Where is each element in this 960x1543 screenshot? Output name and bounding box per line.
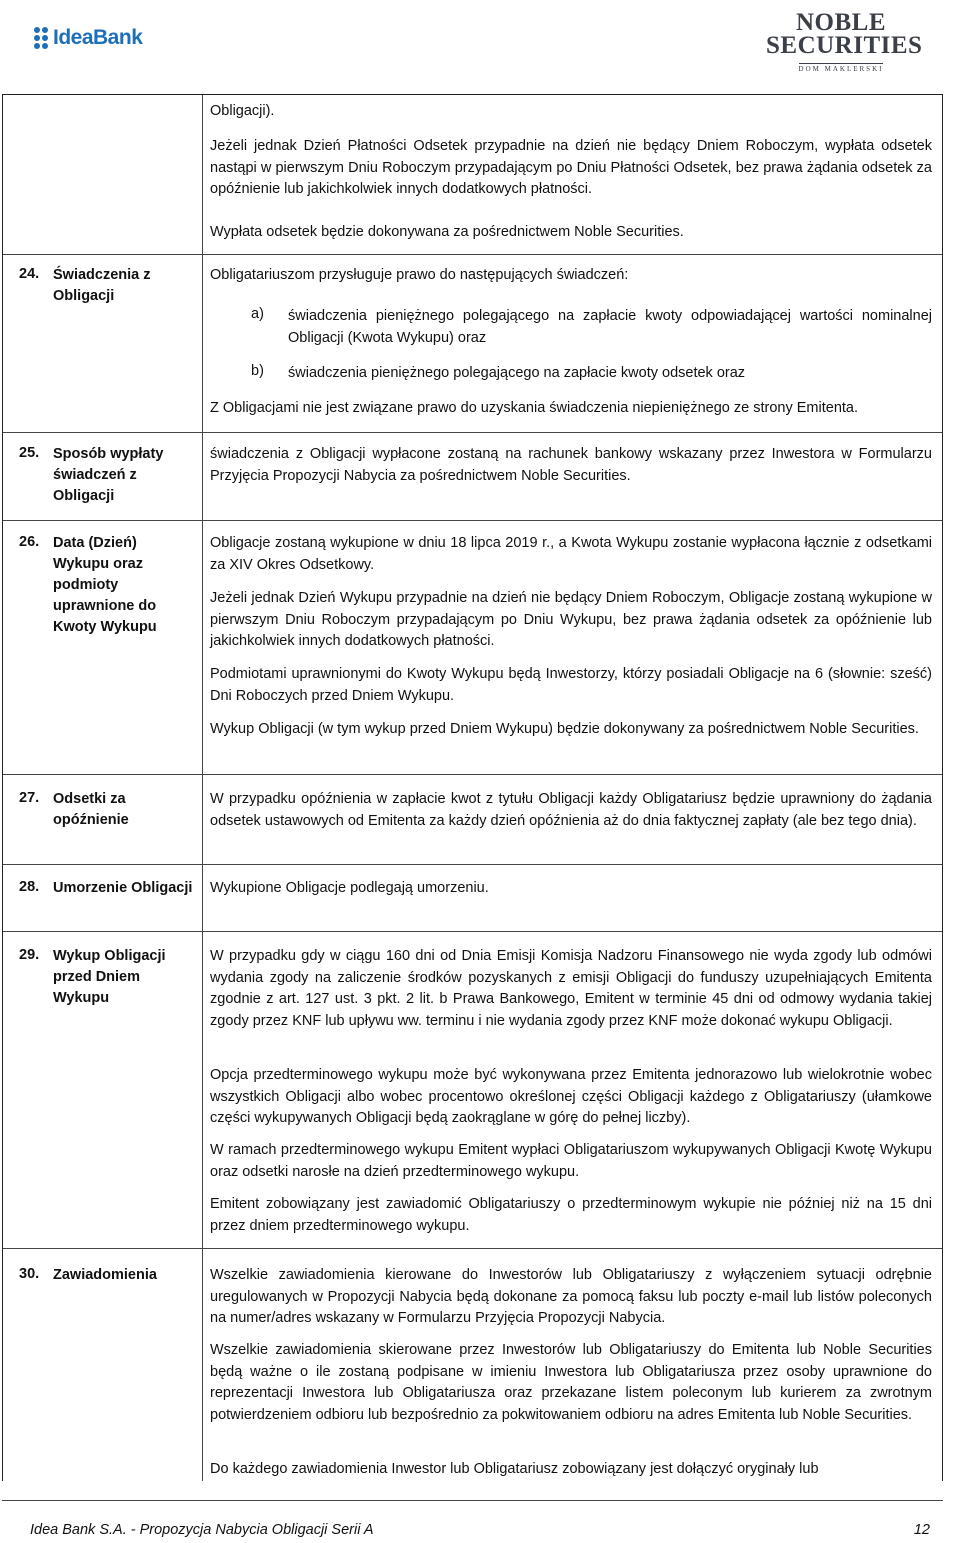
row-27-number: 27.	[19, 790, 40, 806]
noble-securities-logo	[766, 9, 923, 76]
row-26-text-4: Wykup Obligacji (w tym wykup przed Dniem Wykupu) będzie dokonywany za pośrednictwem Noble Securities.	[210, 721, 919, 737]
idea-bank-logo-text: IdeaBank	[53, 26, 143, 49]
row-27-label: Odsetki za opóźnienie	[53, 791, 129, 828]
row-30-label: Zawiadomienia	[53, 1267, 157, 1283]
row-24-text-1: Obligatariuszom przysługuje prawo do następujących świadczeń:	[210, 267, 629, 283]
row-divider	[3, 774, 942, 775]
row-26-text-1: Obligacje zostaną wykupione w dniu 18 lipca 2019 r., a Kwota Wykupu zostanie wypłacona łącznie z odsetkami za XIV Okres Odsetkowy.	[210, 535, 932, 573]
row-24-label: Świadczenia z Obligacji	[53, 267, 151, 304]
row-divider	[3, 520, 942, 521]
row-28-label: Umorzenie Obligacji	[53, 880, 193, 896]
row-28-text-1: Wykupione Obligacje podlegają umorzeniu.	[210, 880, 489, 896]
footer-page-number: 12	[913, 1522, 930, 1538]
column-divider	[202, 95, 203, 1481]
row-28-number: 28.	[19, 879, 40, 895]
row-29-label: Wykup Obligacji przed Dniem Wykupu	[53, 948, 166, 1006]
row-24-item-a-text: świadczenia pieniężnego polegającego na zapłacie kwoty odpowiadającej wartości nominalnej Obligacji (Kwota Wykupu) oraz	[288, 308, 932, 346]
row-25-label: Sposób wypłaty świadczeń z Obligacji	[53, 446, 164, 504]
row-divider	[3, 1248, 942, 1249]
row-24-number: 24.	[19, 266, 40, 282]
idea-bank-logo	[34, 26, 142, 50]
row-26-label: Data (Dzień) Wykupu oraz podmioty uprawnione do Kwoty Wykupu	[53, 535, 157, 635]
cont-text-2: Jeżeli jednak Dzień Płatności Odsetek przypadnie na dzień nie będący Dniem Roboczym, wypłata odsetek nastąpi w pierwszym Dniu Roboczym przypadającym po Dniu Płatności Odsetek, bez prawa żądania odsetek za opóźnienie lub jakichkolwiek innych dodatkowych płatności.	[210, 138, 932, 197]
noble-logo-line2: SECURITIES	[766, 32, 923, 59]
row-divider	[3, 432, 942, 433]
row-divider	[3, 931, 942, 932]
terms-table	[2, 94, 943, 1481]
row-24-item-b-marker: b)	[251, 363, 264, 379]
row-26-text-3: Podmiotami uprawnionymi do Kwoty Wykupu będą Inwestorzy, którzy posiadali Obligacje na 6 (słownie: sześć) Dni Roboczych przed Dniem Wykupu.	[210, 666, 932, 704]
row-divider	[3, 254, 942, 255]
row-29-text-1: W przypadku gdy w ciągu 160 dni od Dnia Emisji Komisja Nadzoru Finansowego nie wyda zgody lub odmówi wydania zgody na zaliczenie środków pozyskanych z emisji Obligacji do funduszy uzupełniających Emitenta zgodnie z art. 127 ust. 3 pkt. 2 lit. b Prawa Bankowego, Emitent w terminie 45 dni od odmowy wydania takiej zgody przez KNF lub upływu ww. terminu i nie wydania zgody przez KNF może dokonać wykupu Obligacji.	[210, 948, 932, 1029]
row-26-text-2: Jeżeli jednak Dzień Wykupu przypadnie na dzień nie będący Dniem Roboczym, Obligacje zostaną wykupione w pierwszym Dniu Roboczym przypadającym po Dniu Wykupu, bez prawa żądania odsetek za opóźnienie lub jakichkolwiek innych dodatkowych płatności.	[210, 590, 932, 649]
cont-text-3: Wypłata odsetek będzie dokonywana za pośrednictwem Noble Securities.	[210, 224, 684, 240]
footer-divider	[2, 1500, 943, 1501]
cont-text-1: Obligacji).	[210, 103, 275, 119]
row-30-text-3: Do każdego zawiadomienia Inwestor lub Obligatariusz zobowiązany jest dołączyć oryginały lub	[210, 1461, 819, 1477]
row-26-number: 26.	[19, 534, 40, 550]
row-24-text-2: Z Obligacjami nie jest związane prawo do uzyskania świadczenia niepieniężnego ze strony Emitenta.	[210, 400, 859, 416]
row-29-number: 29.	[19, 947, 40, 963]
row-29-text-4: Emitent zobowiązany jest zawiadomić Obligatariuszy o przedterminowym wykupie nie później niż na 15 dni przez dniem przedterminowego wykupu.	[210, 1196, 932, 1234]
row-29-text-2: Opcja przedterminowego wykupu może być wykonywana przez Emitenta jednorazowo lub wielokrotnie wobec wszystkich Obligacji albo wobec procentowo określonej części Obligacji każdego z Obligatariuszy (ułamkowe części wykupywanych Obligacji będą zaokrąglane w górę do pełnej liczby).	[210, 1067, 932, 1126]
noble-logo-line3: DOM MAKLERSKI	[798, 65, 884, 73]
noble-logo-line1: NOBLE	[795, 9, 887, 36]
row-24-item-b-text: świadczenia pieniężnego polegającego na zapłacie kwoty odsetek oraz	[288, 365, 746, 381]
row-29-text-3: W ramach przedterminowego wykupu Emitent wypłaci Obligatariuszom wykupywanych Obligacji Kwotę Wykupu oraz odsetki narosłe na dzień przedterminowego wykupu.	[210, 1142, 932, 1180]
page-header	[0, 0, 960, 80]
row-30-text-1: Wszelkie zawiadomienia kierowane do Inwestorów lub Obligatariuszy z wyłączeniem sytuacji odrębnie uregulowanych w Propozycji Nabycia będą dokonane za pomocą faksu lub poczty e-mail lub listów poleconych na numer/adres wskazany w Formularzu Przyjęcia Propozycji Nabycia.	[210, 1267, 932, 1326]
row-25-number: 25.	[19, 445, 40, 461]
row-30-text-2: Wszelkie zawiadomienia skierowane przez Inwestorów lub Obligatariuszy do Emitenta lub Noble Securities będą ważne o ile zostaną podpisane w imieniu Inwestora lub Obligatariusza przez osoby uprawnione do reprezentacji Inwestora lub Obligatariusza oraz przekazane listem poleconym lub kurierem za zwrotnym potwierdzeniem odbioru lub bezpośrednio za pokwitowaniem odbioru na adres Emitenta lub Noble Securities.	[210, 1342, 932, 1423]
row-27-text-1: W przypadku opóźnienia w zapłacie kwot z tytułu Obligacji każdy Obligatariusz będzie uprawniony do żądania odsetek ustawowych od Emitenta za każdy dzień opóźnienia aż do dnia faktycznej zapłaty (ale bez tego dnia).	[210, 791, 932, 829]
row-24-item-a-marker: a)	[251, 306, 264, 322]
footer-document-title: Idea Bank S.A. - Propozycja Nabycia Obligacji Serii A	[30, 1522, 374, 1538]
row-25-text-1: świadczenia z Obligacji wypłacone zostaną na rachunek bankowy wskazany przez Inwestora w Formularzu Przyjęcia Propozycji Nabycia za pośrednictwem Noble Securities.	[210, 446, 932, 484]
row-30-number: 30.	[19, 1266, 40, 1282]
row-divider	[3, 864, 942, 865]
idea-bank-logo-icon	[34, 27, 48, 49]
